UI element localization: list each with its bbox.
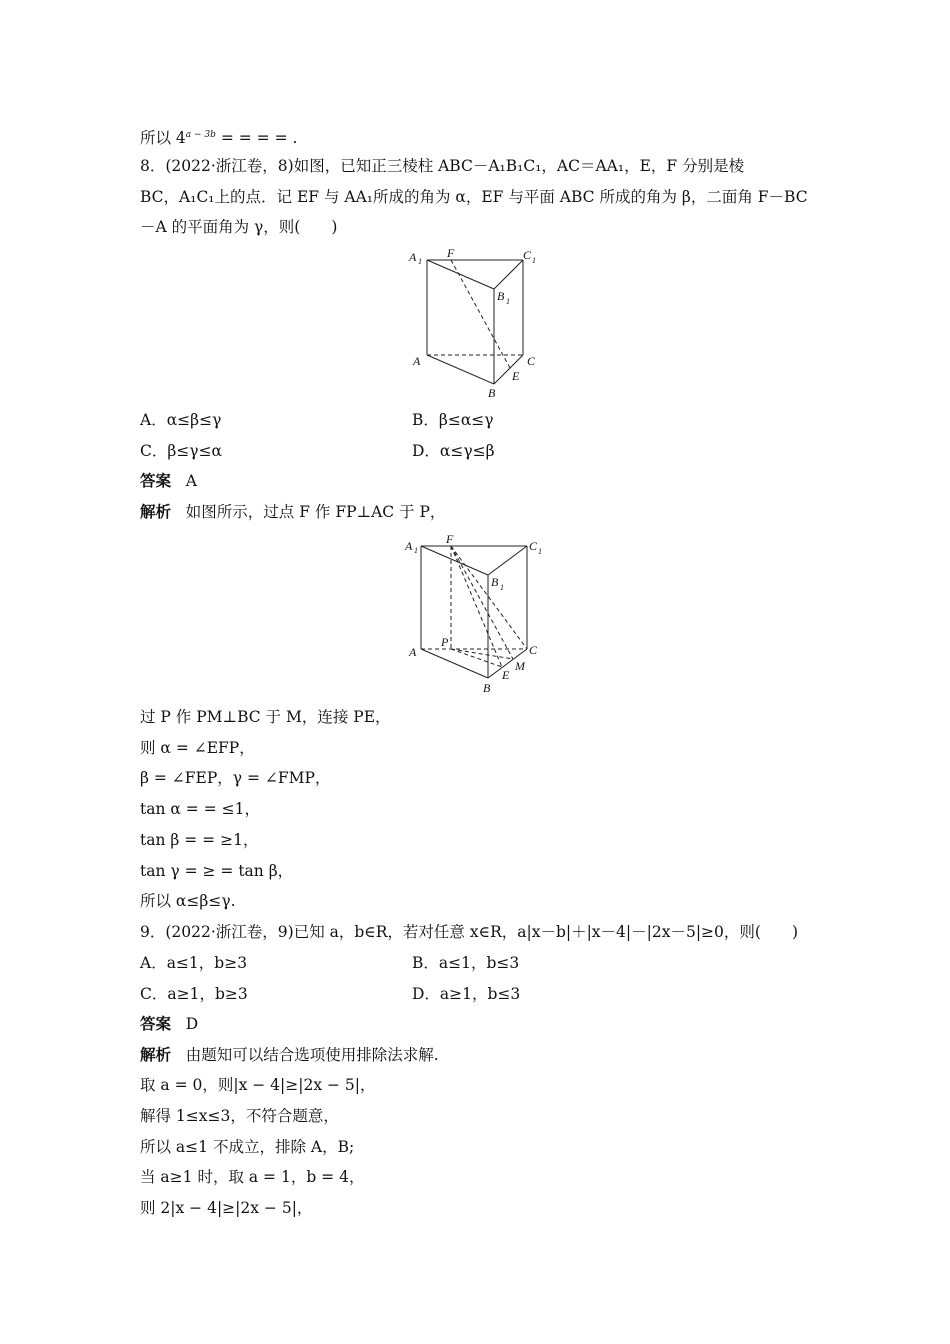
q8-option-B: B．β≤α≤γ — [412, 411, 494, 429]
q9-option-B: B．a≤1，b≤3 — [412, 954, 520, 972]
text-line: 取 a = 0，则|x − 4|≥|2x − 5|， — [140, 1076, 376, 1094]
label-E: E — [512, 369, 520, 383]
label-B: B — [488, 386, 496, 400]
question-8-stem-line3: －A 的平面角为 γ，则( ) — [140, 218, 338, 236]
text-line: 所以 a≤1 不成立，排除 A，B; — [140, 1138, 355, 1156]
q9-option-C: C．a≥1，b≥3 — [140, 985, 248, 1003]
label-B1-sub: 1 — [506, 297, 510, 306]
answer-label: 答案 — [140, 472, 172, 490]
answer-value: A — [185, 472, 197, 490]
q8-option-D: D．α≤γ≤β — [412, 442, 495, 460]
question-8-stem-line1: 8．(2022·浙江卷，8)如图，已知正三棱柱 ABC－A₁B₁C₁，AC＝AA₁，E，F 分别是棱 — [140, 157, 745, 175]
exponent: a − 3b — [185, 130, 216, 140]
q8-option-A: A．α≤β≤γ — [140, 411, 222, 429]
text-line: tan α = = ≤1， — [140, 800, 260, 818]
label-B1: B — [497, 289, 505, 303]
label-C1: C — [529, 539, 538, 553]
prism-figure-1 — [405, 245, 545, 400]
q8-analysis-line: 解析 如图所示，过点 F 作 FP⊥AC 于 P， — [140, 503, 446, 521]
text-line: 则 2|x − 4|≥|2x − 5|， — [140, 1199, 313, 1217]
text-line: 所以 $4^{a - 3b}$ = = = = . — [140, 129, 298, 148]
question-8-stem-line2: BC，A₁C₁上的点．记 EF 与 AA₁所成的角为 α，EF 与平面 ABC 所成的角为 β，二面角 F－BC — [140, 188, 808, 206]
label-C1-sub: 1 — [538, 547, 542, 556]
q9-option-A: A．a≤1，b≥3 — [140, 954, 248, 972]
q8-answer-line — [140, 471, 197, 491]
text-line: tan γ = ≥ = tan β， — [140, 862, 294, 880]
q8-option-C: C．β≤γ≤α — [140, 442, 223, 460]
text-line: β = ∠FEP，γ = ∠FMP， — [140, 769, 331, 787]
label-P: P — [441, 635, 449, 649]
label-A: A — [409, 645, 417, 659]
label-E: E — [502, 668, 510, 682]
text-line: 过 P 作 PM⊥BC 于 M，连接 PE， — [140, 708, 391, 726]
label-A1-sub: 1 — [418, 257, 422, 266]
text-line: 当 a≥1 时，取 a = 1，b = 4， — [140, 1168, 365, 1186]
label-F: F — [446, 532, 454, 546]
text-line: 所以 α≤β≤γ. — [140, 892, 236, 910]
q9-answer-line — [140, 1014, 198, 1034]
analysis-label: 解析 — [140, 503, 172, 521]
label-M: M — [515, 659, 525, 673]
label-B: B — [483, 681, 491, 695]
text-line: 解得 1≤x≤3，不符合题意， — [140, 1107, 339, 1125]
label-F: F — [447, 246, 455, 260]
label-C: C — [529, 643, 538, 657]
analysis-label: 解析 — [140, 1046, 172, 1064]
text-line: tan β = = ≥1， — [140, 831, 259, 849]
label-C1-sub: 1 — [532, 256, 536, 265]
label-A1-sub: 1 — [414, 546, 418, 555]
q9-analysis-line: 解析 由题知可以结合选项使用排除法求解. — [140, 1046, 439, 1064]
label-A1: A — [405, 539, 413, 553]
label-C1: C — [523, 248, 532, 262]
label-A1: A — [409, 250, 417, 264]
prism-figure-2 — [405, 533, 550, 698]
text-line: 则 α = ∠EFP， — [140, 739, 255, 757]
label-B1-sub: 1 — [500, 583, 504, 592]
q9-option-D: D．a≥1，b≤3 — [412, 985, 521, 1003]
label-C: C — [527, 354, 536, 368]
question-9-stem: 9．(2022·浙江卷，9)已知 a，b∈R，若对任意 x∈R，a|x－b|＋|x－4|－|2x－5|≥0，则( ) — [140, 923, 798, 941]
label-B1: B — [491, 575, 499, 589]
answer-label: 答案 — [140, 1015, 172, 1033]
label-A: A — [413, 354, 421, 368]
answer-value: D — [185, 1015, 199, 1033]
